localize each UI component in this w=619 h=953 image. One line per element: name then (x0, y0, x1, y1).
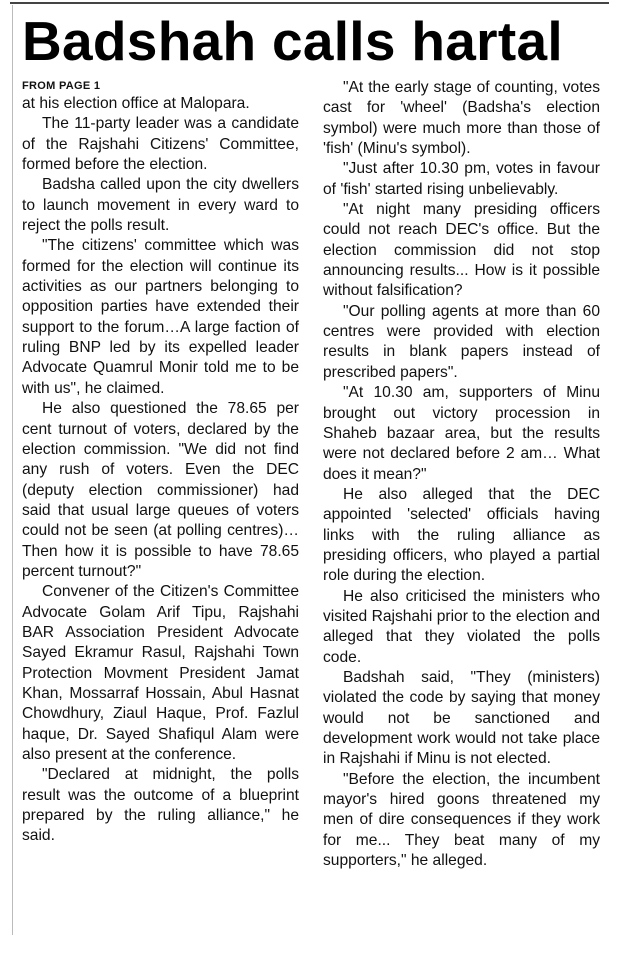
paragraph: The 11-party leader was a candidate of the Rajshahi Citizens' Committee, formed before the election. (22, 115, 299, 174)
paragraph: "At 10.30 am, supporters of Minu brought out victory procession in Shaheb bazaar area, but the results were not declared before 2 am… What does it mean?" (323, 384, 600, 483)
left-margin-rule (12, 5, 13, 935)
article-body (22, 78, 600, 871)
paragraph: Badshah said, "They (ministers) violated the code by saying that money would not be sanctioned and development work would not take place in Rajshahi if Minu is not elected. (323, 668, 600, 768)
kicker: FROM PAGE 1 (22, 80, 101, 92)
paragraph: Convener of the Citizen's Committee Advocate Golam Arif Tipu, Rajshahi BAR Association President Advocate Sayed Ekramur Rasul, Rajshahi Town Protection Movment President Jamat Khan, Mossarraf Hossain, Abul Hasnat Chowdhury, Ziaul Haque, Prof. Fazlul haque, Dr. Sayed Shafiqul Alam were also present at the conference. (22, 583, 299, 763)
paragraph: "The citizens' committee which was formed for the election will continue its activities as our partners belonging to opposition parties have extended their support to the forum…A large faction of ruling BNP led by its expelled leader Advocate Quamrul Monir told me to be with us", he claimed. (22, 237, 299, 397)
paragraph: "At night many presiding officers could not reach DEC's office. But the election commission did not stop announcing results... How is it possible without falsification? (323, 201, 600, 300)
paragraph: He also alleged that the DEC appointed 'selected' officials having links with the ruling alliance as presiding officers, who played a partial role during the election. (323, 485, 600, 585)
paragraph: He also criticised the ministers who visited Rajshahi prior to the election and alleged that they violated the polls code. (323, 587, 600, 666)
headline: Badshah calls hartal (22, 10, 563, 72)
paragraph: "At the early stage of counting, votes cast for 'wheel' (Badsha's election symbol) were much more than those of 'fish' (Minu's symbol). (323, 79, 600, 158)
paragraph: "Declared at midnight, the polls result was the outcome of a blueprint prepared by the ruling alliance," he said. (22, 766, 299, 845)
paragraph: He also questioned the 78.65 per cent turnout of voters, declared by the election commission. "We did not find any rush of voters. Even the DEC (deputy election commissioner) had said that usual large queues of voters could not be seen (at polling centres)… Then how it is possible to have 78.65 percent turnout?" (22, 400, 299, 580)
paragraph: "Just after 10.30 pm, votes in favour of 'fish' started rising unbelievably. (323, 160, 600, 198)
paragraph: "Before the election, the incumbent mayor's hired goons threatened my men of dire consequences if they work for me... They beat many of my supporters," he alleged. (323, 770, 600, 870)
right-column (323, 78, 600, 871)
left-column (22, 78, 299, 871)
paragraph: "Our polling agents at more than 60 centres were provided with election results in blank papers instead of prescribed papers". (323, 302, 600, 381)
paragraph: at his election office at Malopara. (22, 95, 250, 112)
top-rule (10, 2, 609, 4)
paragraph: Badsha called upon the city dwellers to launch movement in every ward to reject the polls result. (22, 176, 299, 235)
